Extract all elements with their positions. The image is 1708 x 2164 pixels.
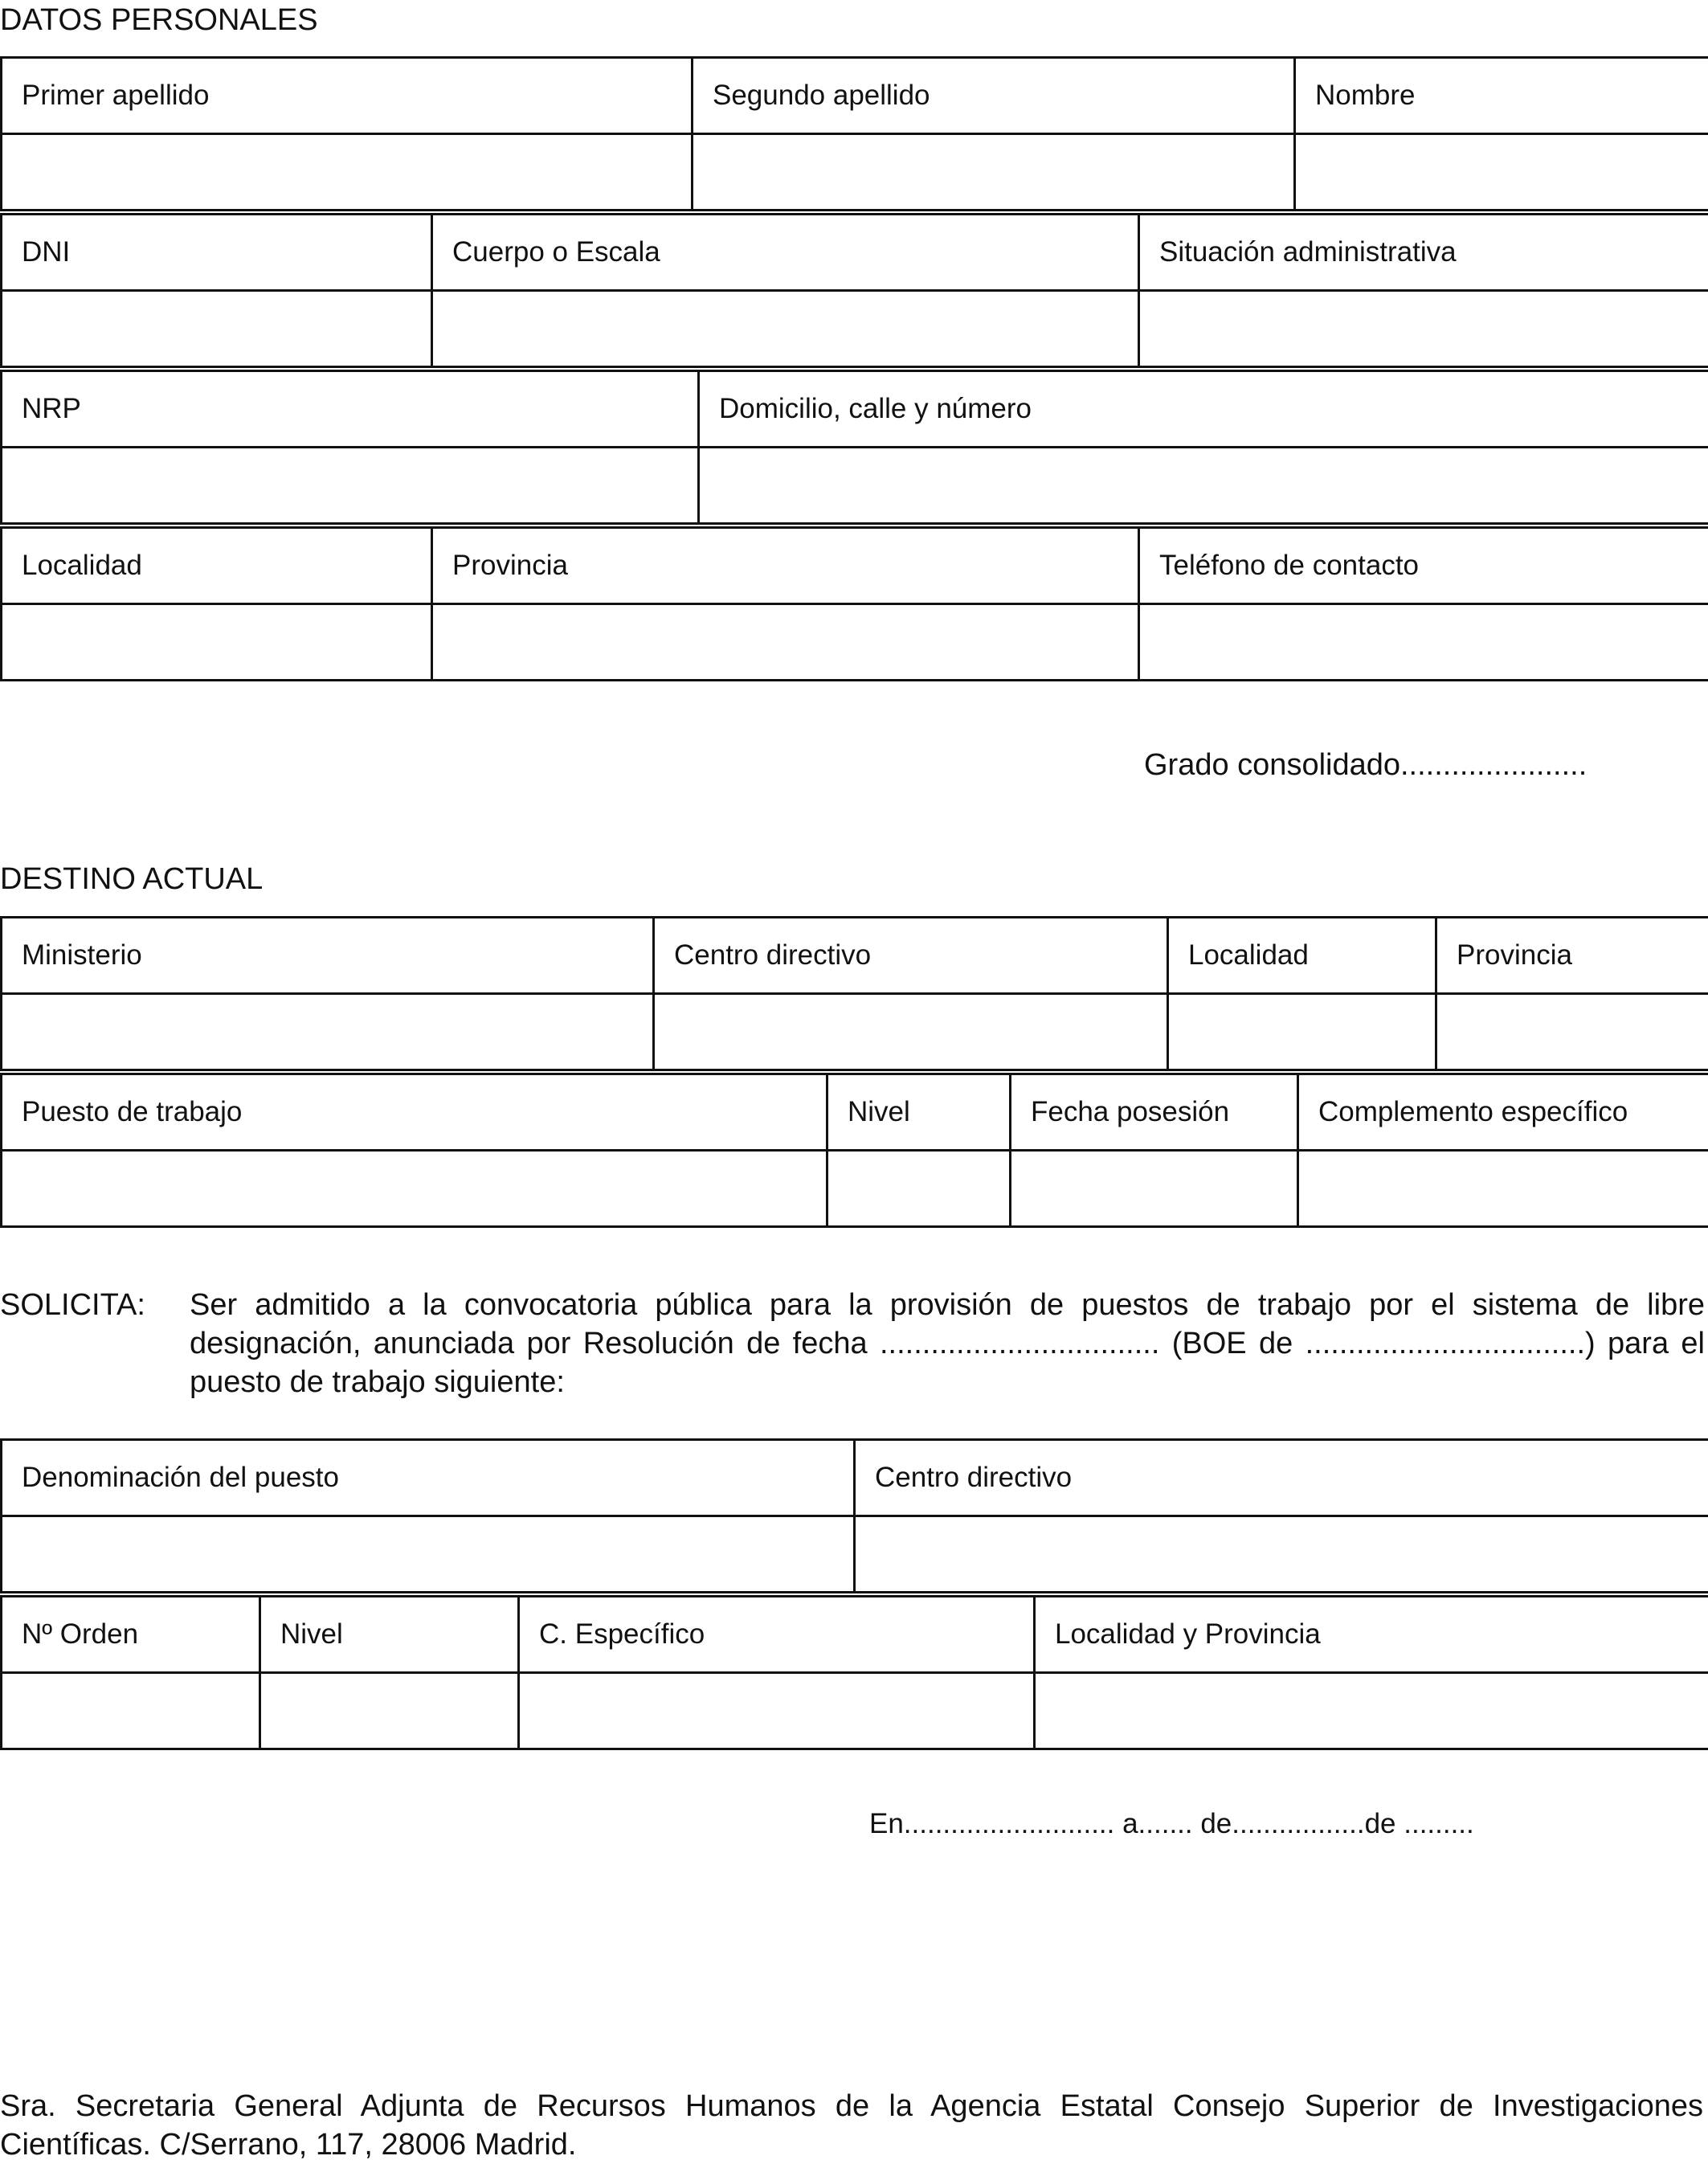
destino-table-2 — [0, 1073, 1708, 1228]
label-puesto-nivel: Nivel — [260, 1597, 519, 1673]
section-title-datos-personales: DATOS PERSONALES — [0, 3, 318, 37]
field-denominacion-puesto[interactable] — [2, 1516, 855, 1593]
personal-table-1 — [0, 56, 1708, 211]
field-centro-directivo[interactable] — [654, 994, 1168, 1070]
label-domicilio: Domicilio, calle y número — [699, 371, 1708, 448]
field-localidad-provincia[interactable] — [1035, 1673, 1708, 1749]
grado-consolidado: Grado consolidado...................... — [1144, 748, 1587, 782]
label-segundo-apellido: Segundo apellido — [693, 58, 1295, 134]
label-destino-localidad: Localidad — [1168, 918, 1436, 994]
field-puesto-trabajo[interactable] — [2, 1151, 827, 1227]
field-ministerio[interactable] — [2, 994, 654, 1070]
personal-table-2 — [0, 213, 1708, 368]
field-destino-provincia[interactable] — [1436, 994, 1708, 1070]
label-provincia: Provincia — [432, 528, 1139, 604]
section-title-destino-actual: DESTINO ACTUAL — [0, 862, 264, 896]
label-puesto-centro-directivo: Centro directivo — [855, 1440, 1708, 1516]
field-destino-localidad[interactable] — [1168, 994, 1436, 1070]
label-situacion-administrativa: Situación administrativa — [1139, 215, 1708, 291]
field-provincia[interactable] — [432, 604, 1139, 681]
label-dni: DNI — [2, 215, 432, 291]
label-nivel: Nivel — [827, 1074, 1011, 1151]
field-complemento-especifico[interactable] — [1298, 1151, 1708, 1227]
label-c-especifico: C. Específico — [519, 1597, 1035, 1673]
field-nombre[interactable] — [1295, 134, 1708, 211]
label-destino-provincia: Provincia — [1436, 918, 1708, 994]
label-cuerpo-escala: Cuerpo o Escala — [432, 215, 1139, 291]
label-complemento-especifico: Complemento específico — [1298, 1074, 1708, 1151]
field-fecha-posesion[interactable] — [1011, 1151, 1298, 1227]
field-numero-orden[interactable] — [2, 1673, 260, 1749]
field-segundo-apellido[interactable] — [693, 134, 1295, 211]
field-c-especifico[interactable] — [519, 1673, 1035, 1749]
label-telefono: Teléfono de contacto — [1139, 528, 1708, 604]
label-nrp: NRP — [2, 371, 699, 448]
field-puesto-nivel[interactable] — [260, 1673, 519, 1749]
puesto-table-1 — [0, 1438, 1708, 1593]
field-cuerpo-escala[interactable] — [432, 291, 1139, 367]
label-fecha-posesion: Fecha posesión — [1011, 1074, 1298, 1151]
solicita-text: Ser admitido a la convocatoria pública para la provisión de puestos de trabajo por el sistema de libre designación, anunciada por Resolución de fecha ................................. (BOE de .................................) para el puesto de trabajo siguiente: — [190, 1288, 1705, 1399]
field-puesto-centro-directivo[interactable] — [855, 1516, 1708, 1593]
field-situacion-administrativa[interactable] — [1139, 291, 1708, 367]
personal-table-3 — [0, 370, 1708, 525]
label-puesto-trabajo: Puesto de trabajo — [2, 1074, 827, 1151]
personal-table-4 — [0, 526, 1708, 681]
puesto-table-2 — [0, 1595, 1708, 1750]
label-nombre: Nombre — [1295, 58, 1708, 134]
label-numero-orden: Nº Orden — [2, 1597, 260, 1673]
destino-table-1 — [0, 916, 1708, 1071]
label-localidad-provincia: Localidad y Provincia — [1035, 1597, 1708, 1673]
label-localidad: Localidad — [2, 528, 432, 604]
field-primer-apellido[interactable] — [2, 134, 693, 211]
field-dni[interactable] — [2, 291, 432, 367]
solicita-label: SOLICITA: — [0, 1288, 145, 1322]
field-domicilio[interactable] — [699, 448, 1708, 524]
field-nrp[interactable] — [2, 448, 699, 524]
fecha-lugar-line: En........................... a....... de.................de ......... — [869, 1808, 1474, 1839]
label-denominacion-puesto: Denominación del puesto — [2, 1440, 855, 1516]
label-ministerio: Ministerio — [2, 918, 654, 994]
field-telefono[interactable] — [1139, 604, 1708, 681]
label-centro-directivo: Centro directivo — [654, 918, 1168, 994]
field-localidad[interactable] — [2, 604, 432, 681]
field-nivel[interactable] — [827, 1151, 1011, 1227]
label-primer-apellido: Primer apellido — [2, 58, 693, 134]
destinatario-footer: Sra. Secretaria General Adjunta de Recursos Humanos de la Agencia Estatal Consejo Superior de Investigaciones Científicas. C/Serrano, 117, 28006 Madrid. — [0, 2089, 1703, 2162]
